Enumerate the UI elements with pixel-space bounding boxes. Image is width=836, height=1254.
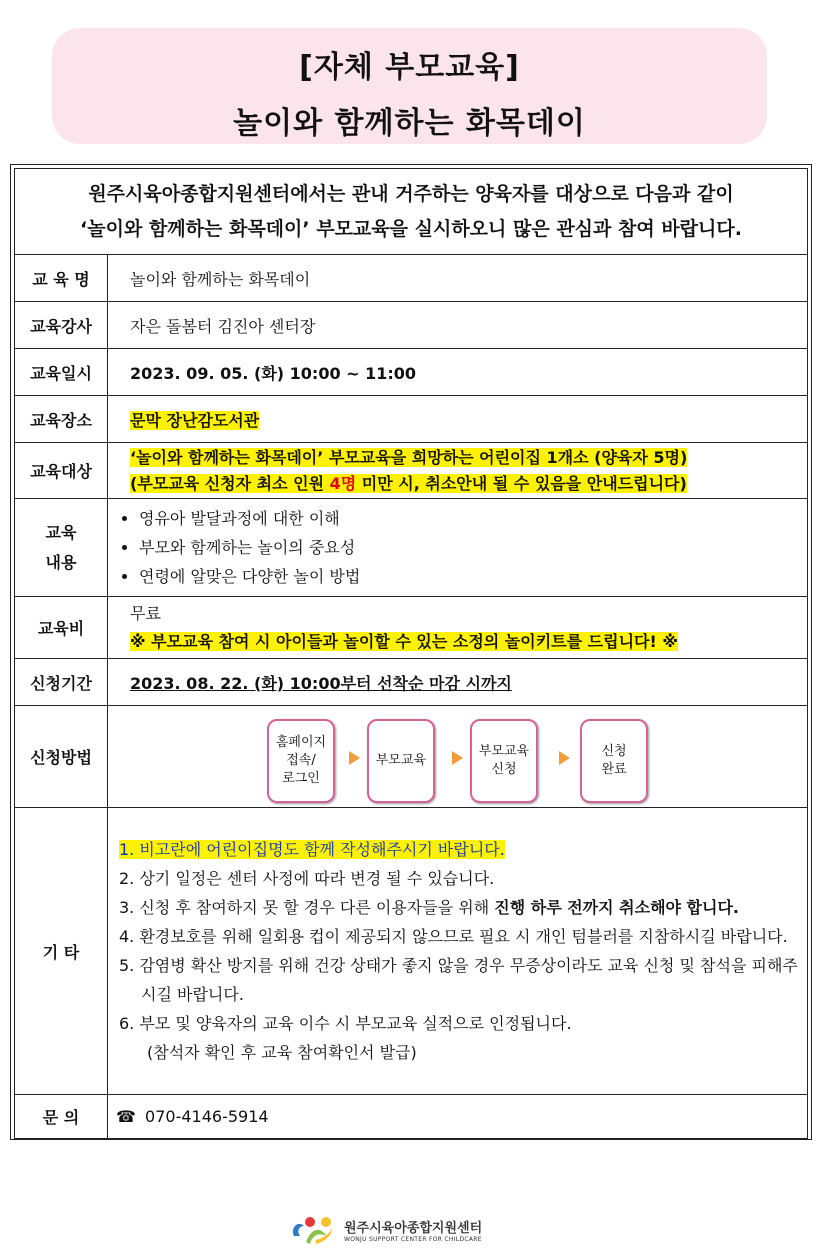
etc-item-3a: 3. 신청 후 참여하지 못 할 경우 다른 이용자들을 위해: [119, 898, 495, 917]
label-etc: 기 타: [15, 808, 108, 1095]
step-apply: [470, 719, 538, 803]
phone-icon: ☎: [116, 1107, 136, 1126]
label-name: 교 육 명: [15, 255, 108, 302]
intro-text: [15, 169, 808, 255]
target-min-count: 4명: [329, 473, 357, 493]
step-1-line-1: 홈페이지: [275, 734, 327, 750]
step-complete: [580, 719, 648, 803]
fee-value: 무료: [130, 603, 161, 623]
intro-line-2: ‘놀이와 함께하는 화목데이’ 부모교육을 실시하오니 많은 관심과 참여 바랍니다.: [80, 217, 742, 240]
etc-item-1: 1. 비고란에 어린이집명도 함께 작성해주시기 바랍니다.: [119, 840, 505, 859]
title-line-1: [자체 부모교육]: [299, 50, 520, 85]
center-logo: [288, 1210, 482, 1250]
label-period: 신청기간: [15, 659, 108, 706]
step-2-line-1: 부모교육: [375, 752, 427, 768]
list-item-sub: [119, 1038, 798, 1067]
value-content: [108, 499, 808, 597]
target-line-2b: 미만 시, 취소안내 될 수 있음을 안내드립니다): [356, 473, 687, 493]
list-item: • 연령에 알맞은 다양한 놀이 방법: [139, 562, 806, 591]
center-name-en: WONJU SUPPORT CENTER FOR CHILDCARE: [344, 1236, 482, 1243]
value-target: [108, 443, 808, 499]
logo-mark-icon: [288, 1212, 336, 1248]
value-instructor: 자은 돌봄터 김진아 센터장: [108, 302, 808, 349]
title-line-2: 놀이와 함께하는 화목데이: [233, 106, 586, 141]
label-target: 교육대상: [15, 443, 108, 499]
value-name: 놀이와 함께하는 화목데이: [108, 255, 808, 302]
value-fee: [108, 597, 808, 659]
label-content: [15, 499, 108, 597]
label-content-1: 교육: [45, 522, 77, 542]
list-item: 6. 부모 및 양육자의 교육 이수 시 부모교육 실적으로 인정됩니다.: [119, 1014, 572, 1033]
label-method: 신청방법: [15, 706, 108, 808]
step-1-line-3: 로그인: [282, 770, 320, 786]
step-4-line-2: 완료: [601, 761, 627, 777]
value-contact: [108, 1095, 808, 1139]
etc-item-3b: 진행 하루 전까지 취소해야 합니다.: [494, 898, 739, 917]
target-line-2a: (부모교육 신청자 최소 인원: [130, 473, 330, 493]
list-item: • 부모와 함께하는 놀이의 중요성: [139, 533, 806, 562]
step-parent-education: [367, 719, 435, 803]
list-item: • 영유아 발달과정에 대한 이해: [139, 504, 806, 533]
notice-table: [14, 168, 808, 1139]
value-method: [108, 706, 808, 808]
center-name-kr: 원주시육아종합지원센터: [344, 1221, 483, 1236]
label-fee: 교육비: [15, 597, 108, 659]
label-content-2: 내용: [45, 552, 77, 572]
value-etc: [108, 808, 808, 1095]
fee-note: ※ 부모교육 참여 시 아이들과 놀이할 수 있는 소정의 놀이키트를 드립니다! ※: [130, 631, 678, 651]
list-item: 4. 환경보호를 위해 일회용 컵이 제공되지 않으므로 필요 시 개인 텀블러를 지참하시길 바랍니다.: [119, 927, 788, 946]
value-place: 문막 장난감도서관: [130, 410, 260, 430]
list-item: [119, 893, 798, 922]
application-steps: [109, 711, 806, 803]
contact-phone: 070-4146-5914: [145, 1107, 269, 1126]
label-place: 교육장소: [15, 396, 108, 443]
label-contact: 문 의: [15, 1095, 108, 1139]
target-line-1: ‘놀이와 함께하는 화목데이’ 부모교육을 희망하는 어린이집 1개소 (양육자 5명): [130, 447, 688, 467]
step-3-line-2: 신청: [491, 761, 517, 777]
value-datetime: 2023. 09. 05. (화) 10:00 ~ 11:00: [108, 349, 808, 396]
step-4-line-1: 신청: [601, 743, 627, 759]
arrow-right-icon: [349, 751, 360, 765]
title-banner: [52, 28, 767, 144]
step-homepage-login: [267, 719, 335, 803]
list-item: 5. 감염병 확산 방지를 위해 건강 상태가 좋지 않을 경우 무증상이라도 교육 신청 및 참석을 피해주시길 바랍니다.: [119, 956, 798, 1004]
arrow-right-icon: [452, 751, 463, 765]
step-1-line-2: 접속/: [286, 752, 316, 768]
intro-line-1: 원주시육아종합지원센터에서는 관내 거주하는 양육자를 대상으로 다음과 같이: [88, 182, 734, 205]
arrow-right-icon: [559, 751, 570, 765]
label-datetime: 교육일시: [15, 349, 108, 396]
etc-item-6-sub: (참석자 확인 후 교육 참여확인서 발급): [147, 1043, 417, 1062]
step-3-line-1: 부모교육: [478, 743, 530, 759]
list-item: 2. 상기 일정은 센터 사정에 따라 변경 될 수 있습니다.: [119, 869, 495, 888]
list-item: [119, 835, 798, 864]
notice-frame: [10, 164, 812, 1140]
label-instructor: 교육강사: [15, 302, 108, 349]
value-period: 2023. 08. 22. (화) 10:00부터 선착순 마감 시까지: [130, 673, 512, 693]
